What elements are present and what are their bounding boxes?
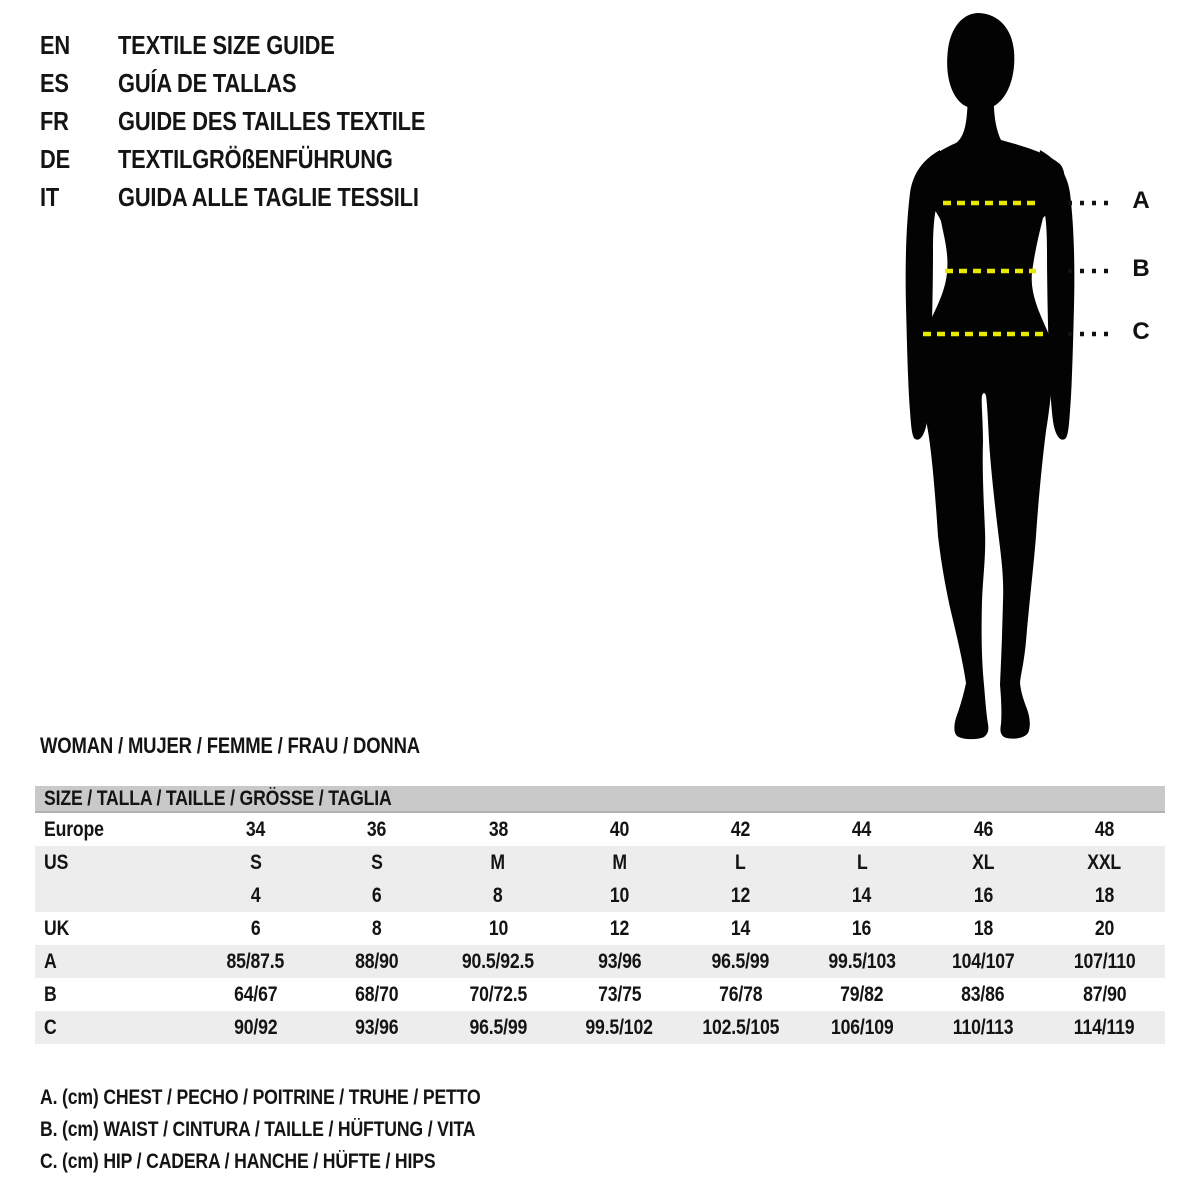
size-value-cell bbox=[801, 917, 922, 941]
size-value-cell bbox=[438, 983, 559, 1007]
size-value: 107/110 bbox=[1073, 949, 1136, 973]
size-value-cell bbox=[559, 950, 680, 974]
size-value: 46 bbox=[973, 817, 993, 841]
size-value-cell bbox=[559, 983, 680, 1007]
size-value: 99.5/103 bbox=[828, 949, 896, 973]
legend-text: C. (cm) HIP / CADERA / HANCHE / HÜFTE / HIPS bbox=[40, 1150, 436, 1173]
size-value: 44 bbox=[852, 817, 872, 841]
size-value-cell bbox=[316, 818, 437, 842]
size-value: 12 bbox=[730, 883, 751, 907]
size-value: 8 bbox=[493, 883, 503, 907]
size-value-cell bbox=[195, 884, 316, 908]
size-value: 90/92 bbox=[233, 1015, 278, 1039]
language-code: ES bbox=[40, 67, 69, 98]
size-value-cell bbox=[316, 851, 437, 875]
size-value-cell bbox=[316, 983, 437, 1007]
size-value-cell bbox=[316, 1016, 437, 1040]
row-label: UK bbox=[44, 916, 70, 940]
size-value-cell bbox=[316, 884, 437, 908]
size-value-cell bbox=[195, 1016, 316, 1040]
measurement-legend bbox=[40, 1082, 564, 1178]
group-title bbox=[40, 733, 492, 759]
size-value: 96.5/99 bbox=[711, 949, 770, 973]
size-value: 73/75 bbox=[597, 982, 642, 1006]
row-label: B bbox=[44, 982, 57, 1006]
size-value-cell bbox=[923, 917, 1044, 941]
size-value: 40 bbox=[609, 817, 630, 841]
size-value-cell bbox=[680, 983, 801, 1007]
size-value-cell bbox=[316, 950, 437, 974]
size-value: 110/113 bbox=[952, 1015, 1014, 1039]
size-value: 42 bbox=[730, 817, 751, 841]
size-value-cell bbox=[923, 983, 1044, 1007]
row-label: US bbox=[44, 850, 69, 874]
table-row bbox=[35, 1011, 1165, 1044]
size-value-cell bbox=[1044, 950, 1165, 974]
language-code: DE bbox=[40, 143, 71, 174]
size-value: 104/107 bbox=[951, 949, 1015, 973]
size-value: 16 bbox=[973, 883, 993, 907]
language-title-list bbox=[40, 26, 484, 216]
legend-line bbox=[40, 1146, 564, 1178]
size-value-cell bbox=[801, 818, 922, 842]
measure-marker-label: A bbox=[1132, 187, 1150, 214]
size-value: 68/70 bbox=[355, 982, 399, 1006]
size-value: 83/86 bbox=[961, 982, 1005, 1006]
size-value: 106/109 bbox=[830, 1015, 894, 1039]
size-value: 34 bbox=[245, 817, 266, 841]
size-value-cell bbox=[195, 851, 316, 875]
row-label: C bbox=[44, 1015, 57, 1039]
size-value: 14 bbox=[730, 916, 751, 940]
size-value-cell bbox=[195, 983, 316, 1007]
size-table bbox=[35, 786, 1165, 1044]
size-value: L bbox=[856, 850, 868, 874]
size-value-cell bbox=[680, 851, 801, 875]
size-value: S bbox=[249, 850, 262, 874]
size-value-cell bbox=[438, 851, 559, 875]
size-value-cell bbox=[559, 917, 680, 941]
size-value-cell bbox=[1044, 884, 1165, 908]
size-value: 93/96 bbox=[355, 1015, 399, 1039]
language-title: TEXTILGRÖßENFÜHRUNG bbox=[118, 143, 393, 174]
size-value: 64/67 bbox=[233, 982, 278, 1006]
size-value-cell bbox=[923, 950, 1044, 974]
size-value: 10 bbox=[488, 916, 508, 940]
size-value: XXL bbox=[1087, 850, 1122, 874]
size-value-cell bbox=[438, 818, 559, 842]
size-value: 6 bbox=[372, 883, 382, 907]
size-value-cell bbox=[559, 884, 680, 908]
size-value: M bbox=[490, 850, 506, 874]
table-row bbox=[35, 912, 1165, 945]
size-value-cell bbox=[195, 818, 316, 842]
size-value-cell bbox=[680, 950, 801, 974]
size-value-cell bbox=[680, 884, 801, 908]
language-title: TEXTILE SIZE GUIDE bbox=[118, 29, 335, 60]
table-row bbox=[35, 945, 1165, 978]
size-value: XL bbox=[972, 850, 995, 874]
size-value: 76/78 bbox=[718, 982, 763, 1006]
size-value: 87/90 bbox=[1082, 982, 1127, 1006]
language-row bbox=[40, 178, 484, 216]
size-value-cell bbox=[1044, 917, 1165, 941]
legend-text: A. (cm) CHEST / PECHO / POITRINE / TRUHE / PETTO bbox=[40, 1086, 481, 1109]
size-value: L bbox=[735, 850, 746, 874]
size-value-cell bbox=[195, 950, 316, 974]
language-code: EN bbox=[40, 29, 71, 60]
size-value: 88/90 bbox=[355, 949, 399, 973]
size-value: 20 bbox=[1094, 916, 1115, 940]
size-value-cell bbox=[559, 818, 680, 842]
table-row bbox=[35, 879, 1165, 912]
size-value-cell bbox=[801, 950, 922, 974]
size-value-cell bbox=[438, 950, 559, 974]
size-value: 14 bbox=[852, 883, 872, 907]
size-value-cell bbox=[680, 917, 801, 941]
language-title: GUIDE DES TAILLES TEXTILE bbox=[118, 105, 426, 136]
size-value-cell bbox=[923, 884, 1044, 908]
size-value: 4 bbox=[250, 883, 261, 907]
size-value-cell bbox=[438, 1016, 559, 1040]
size-value: 10 bbox=[609, 883, 630, 907]
size-value: 85/87.5 bbox=[226, 949, 285, 973]
size-value: 6 bbox=[250, 916, 261, 940]
size-value: 99.5/102 bbox=[585, 1015, 654, 1039]
row-label: A bbox=[44, 949, 57, 973]
size-value: S bbox=[371, 850, 383, 874]
size-value-cell bbox=[559, 1016, 680, 1040]
size-value-cell bbox=[801, 851, 922, 875]
size-value: 90.5/92.5 bbox=[462, 949, 535, 973]
size-value: 96.5/99 bbox=[469, 1015, 527, 1039]
table-row bbox=[35, 978, 1165, 1011]
language-row bbox=[40, 140, 484, 178]
size-value-cell bbox=[680, 818, 801, 842]
language-title: GUÍA DE TALLAS bbox=[118, 67, 297, 98]
language-row bbox=[40, 64, 484, 102]
size-value-cell bbox=[559, 851, 680, 875]
size-value-cell bbox=[438, 884, 559, 908]
table-row bbox=[35, 846, 1165, 879]
row-label: Europe bbox=[44, 817, 104, 841]
table-row bbox=[35, 813, 1165, 846]
size-value-cell bbox=[801, 1016, 922, 1040]
size-value: 93/96 bbox=[597, 949, 642, 973]
size-value: 79/82 bbox=[840, 982, 884, 1006]
size-value-cell bbox=[801, 884, 922, 908]
size-value: 102.5/105 bbox=[702, 1015, 780, 1039]
legend-text: B. (cm) WAIST / CINTURA / TAILLE / HÜFTUNG / VITA bbox=[40, 1118, 476, 1141]
size-value-cell bbox=[1044, 983, 1165, 1007]
size-value-cell bbox=[195, 917, 316, 941]
language-code: IT bbox=[40, 181, 60, 212]
size-value: 114/119 bbox=[1074, 1015, 1135, 1039]
table-header bbox=[35, 786, 1165, 813]
size-value-cell bbox=[923, 851, 1044, 875]
measure-marker-label: B bbox=[1132, 255, 1150, 282]
size-value: 48 bbox=[1094, 817, 1115, 841]
size-value-cell bbox=[1044, 1016, 1165, 1040]
group-title-text: WOMAN / MUJER / FEMME / FRAU / DONNA bbox=[40, 733, 420, 758]
language-code: FR bbox=[40, 105, 69, 136]
size-value-cell bbox=[680, 1016, 801, 1040]
size-value-cell bbox=[438, 917, 559, 941]
size-value: 36 bbox=[367, 817, 387, 841]
size-value: M bbox=[612, 850, 627, 874]
language-title: GUIDA ALLE TAGLIE TESSILI bbox=[118, 181, 419, 212]
woman-silhouette bbox=[880, 0, 1200, 760]
size-value: 38 bbox=[488, 817, 508, 841]
table-body bbox=[35, 813, 1165, 1044]
size-value-cell bbox=[923, 818, 1044, 842]
size-value: 18 bbox=[973, 916, 993, 940]
size-value-cell bbox=[923, 1016, 1044, 1040]
size-value: 70/72.5 bbox=[469, 982, 527, 1006]
size-value: 8 bbox=[372, 916, 382, 940]
language-row bbox=[40, 26, 484, 64]
size-value: 18 bbox=[1094, 883, 1115, 907]
size-value: 16 bbox=[852, 916, 872, 940]
language-row bbox=[40, 102, 484, 140]
size-value: 12 bbox=[609, 916, 630, 940]
size-value-cell bbox=[316, 917, 437, 941]
measurement-figure bbox=[880, 0, 1200, 760]
legend-line bbox=[40, 1114, 564, 1146]
size-value-cell bbox=[801, 983, 922, 1007]
table-header-text: SIZE / TALLA / TAILLE / GRÖSSE / TAGLIA bbox=[44, 786, 392, 810]
size-value-cell bbox=[1044, 851, 1165, 875]
measure-marker-label: C bbox=[1132, 318, 1150, 345]
legend-line bbox=[40, 1082, 564, 1114]
size-value-cell bbox=[1044, 818, 1165, 842]
